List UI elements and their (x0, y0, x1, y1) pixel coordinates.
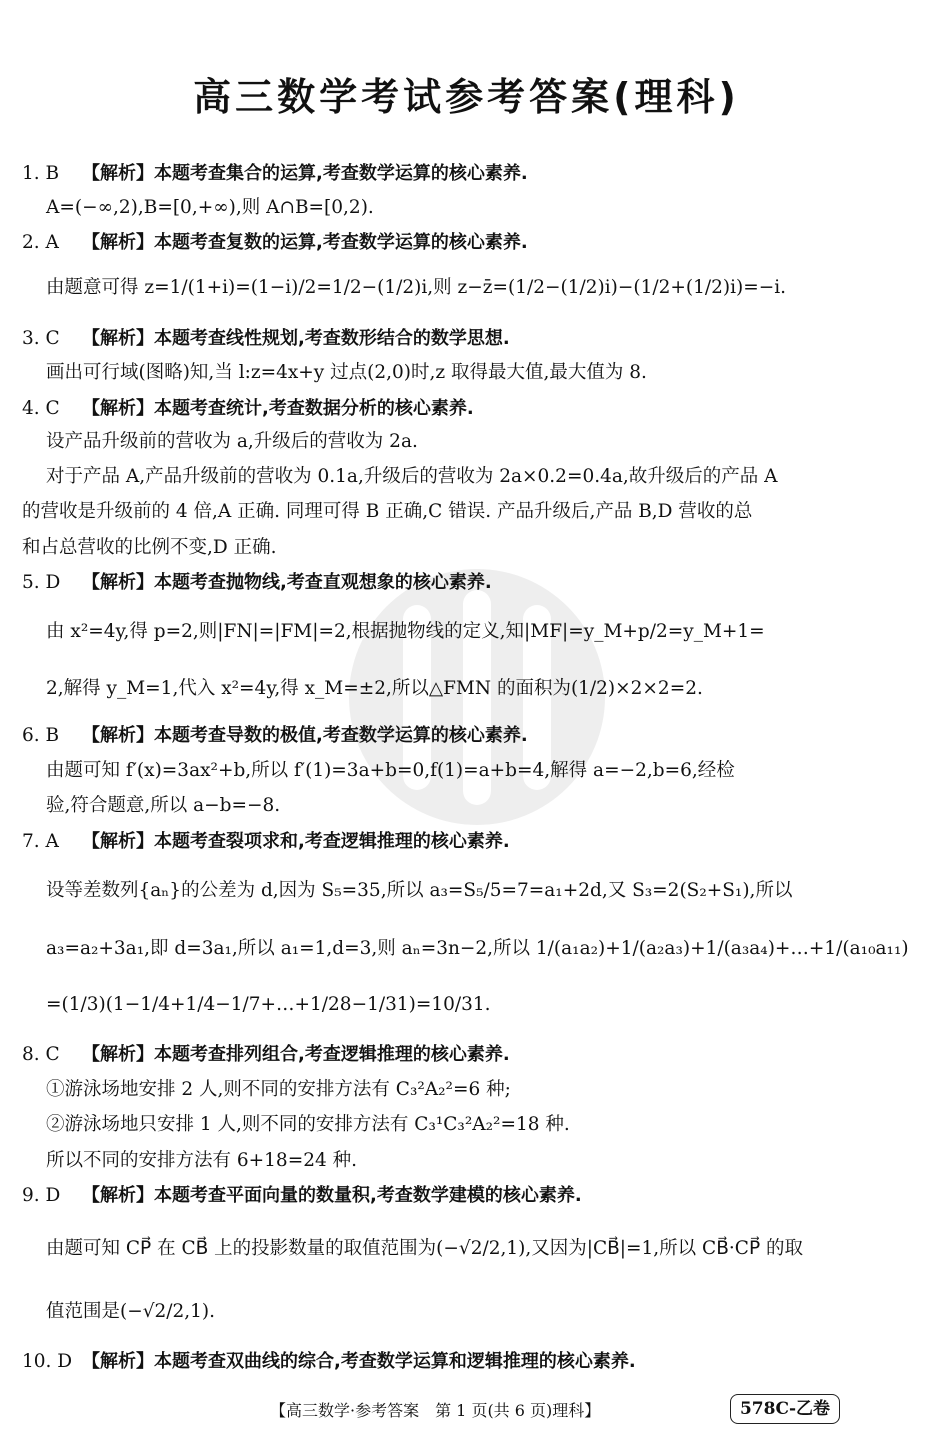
answer-line (22, 536, 276, 560)
question-header (22, 162, 528, 186)
answer-line (46, 430, 418, 454)
solution-text: 设产品升级前的营收为 a,升级后的营收为 2a. (46, 431, 418, 452)
analysis-heading: 【解析】本题考查线性规划,考查数形结合的数学思想. (82, 328, 510, 349)
solution-text: 2,解得 y_M=1,代入 x²=4y,得 x_M=±2,所以△FMN 的面积为(1/2)×2×2=2. (46, 678, 703, 699)
question-header (22, 231, 528, 255)
question-number: 2. A (22, 232, 59, 253)
question-number: 8. C (22, 1044, 60, 1065)
question-header (22, 1043, 510, 1067)
question-header (22, 1184, 582, 1208)
analysis-heading: 【解析】本题考查平面向量的数量积,考查数学建模的核心素养. (82, 1185, 582, 1206)
solution-text: 由 x²=4y,得 p=2,则|FN|=|FM|=2,根据抛物线的定义,知|MF|=y_M+p/2=y_M+1= (46, 621, 765, 642)
answer-line (46, 1078, 511, 1102)
solution-text: 由题可知 f′(x)=3ax²+b,所以 f′(1)=3a+b=0,f(1)=a+b=4,解得 a=−2,b=6,经检 (46, 760, 735, 781)
solution-text: 由题可知 CP⃗ 在 CB⃗ 上的投影数量的取值范围为(−√2/2,1),又因为|CB⃗|=1,所以 CB⃗·CP⃗ 的取 (46, 1238, 803, 1259)
question-header (22, 1350, 636, 1374)
solution-text: 画出可行域(图略)知,当 l:z=4x+y 过点(2,0)时,z 取得最大值,最大值为 8. (46, 362, 647, 383)
question-number: 6. B (22, 725, 60, 746)
page-footer: 【高三数学·参考答案 第 1 页(共 6 页)理科】 (270, 1401, 601, 1420)
question-number: 9. D (22, 1185, 61, 1206)
analysis-heading: 【解析】本题考查裂项求和,考查逻辑推理的核心素养. (82, 831, 510, 852)
solution-text: ①游泳场地安排 2 人,则不同的安排方法有 C₃²A₂²=6 种; (46, 1079, 511, 1100)
question-number: 5. D (22, 572, 61, 593)
question-number: 7. A (22, 831, 59, 852)
answer-line (46, 937, 909, 961)
question-number: 3. C (22, 328, 60, 349)
answer-line (46, 1300, 215, 1324)
analysis-heading: 【解析】本题考查统计,考查数据分析的核心素养. (82, 398, 474, 419)
answer-line (46, 465, 778, 489)
answer-line (46, 620, 765, 644)
solution-text: 的营收是升级前的 4 倍,A 正确. 同理可得 B 正确,C 错误. 产品升级后,产品 B,D 营收的总 (22, 501, 753, 522)
answer-line (46, 361, 647, 385)
answer-line (46, 276, 786, 300)
analysis-heading: 【解析】本题考查双曲线的综合,考查数学运算和逻辑推理的核心素养. (82, 1351, 636, 1372)
solution-text: 验,符合题意,所以 a−b=−8. (46, 795, 281, 816)
analysis-heading: 【解析】本题考查抛物线,考查直观想象的核心素养. (82, 572, 492, 593)
question-number: 10. D (22, 1351, 73, 1372)
solution-text: 和占总营收的比例不变,D 正确. (22, 537, 277, 558)
question-number: 4. C (22, 398, 60, 419)
solution-text: ②游泳场地只安排 1 人,则不同的安排方法有 C₃¹C₃²A₂²=18 种. (46, 1114, 570, 1135)
solution-text: 对于产品 A,产品升级前的营收为 0.1a,升级后的营收为 2a×0.2=0.4a,故升级后的产品 A (46, 466, 778, 487)
question-header (22, 397, 474, 421)
analysis-heading: 【解析】本题考查排列组合,考查逻辑推理的核心素养. (82, 1044, 510, 1065)
question-header (22, 724, 528, 748)
question-number: 1. B (22, 163, 60, 184)
answer-line (46, 1149, 357, 1173)
answer-line (46, 1113, 570, 1137)
question-header (22, 571, 492, 595)
answer-line (22, 500, 752, 524)
solution-text: 值范围是(−√2/2,1). (46, 1301, 216, 1322)
answer-line (46, 879, 792, 903)
answer-line (46, 1237, 803, 1261)
analysis-heading: 【解析】本题考查复数的运算,考查数学运算的核心素养. (82, 232, 528, 253)
solution-text: =(1/3)(1−1/4+1/4−1/7+…+1/28−1/31)=10/31. (46, 994, 491, 1015)
answer-line (46, 794, 280, 818)
question-header (22, 327, 510, 351)
answer-line (46, 196, 374, 220)
answer-line (46, 993, 491, 1017)
solution-text: 所以不同的安排方法有 6+18=24 种. (46, 1150, 357, 1171)
solution-text: a₃=a₂+3a₁,即 d=3a₁,所以 a₁=1,d=3,则 aₙ=3n−2,所以 1/(a₁a₂)+1/(a₂a₃)+1/(a₃a₄)+…+1/(a₁₀a₁₁) (46, 938, 909, 959)
answer-line (46, 759, 735, 783)
solution-text: A=(−∞,2),B=[0,+∞),则 A∩B=[0,2). (46, 197, 374, 218)
solution-text: 设等差数列{aₙ}的公差为 d,因为 S₅=35,所以 a₃=S₅/5=7=a₁+2d,又 S₃=2(S₂+S₁),所以 (46, 880, 793, 901)
exam-code-badge: 578C-乙卷 (730, 1394, 840, 1424)
analysis-heading: 【解析】本题考查导数的极值,考查数学运算的核心素养. (82, 725, 528, 746)
solution-text: 由题意可得 z=1/(1+i)=(1−i)/2=1/2−(1/2)i,则 z−z̄=(1/2−(1/2)i)−(1/2+(1/2)i)=−i. (46, 277, 787, 298)
question-header (22, 830, 510, 854)
analysis-heading: 【解析】本题考查集合的运算,考查数学运算的核心素养. (82, 163, 528, 184)
answer-line (46, 677, 703, 701)
page-title: 高三数学考试参考答案(理科) (193, 75, 740, 119)
